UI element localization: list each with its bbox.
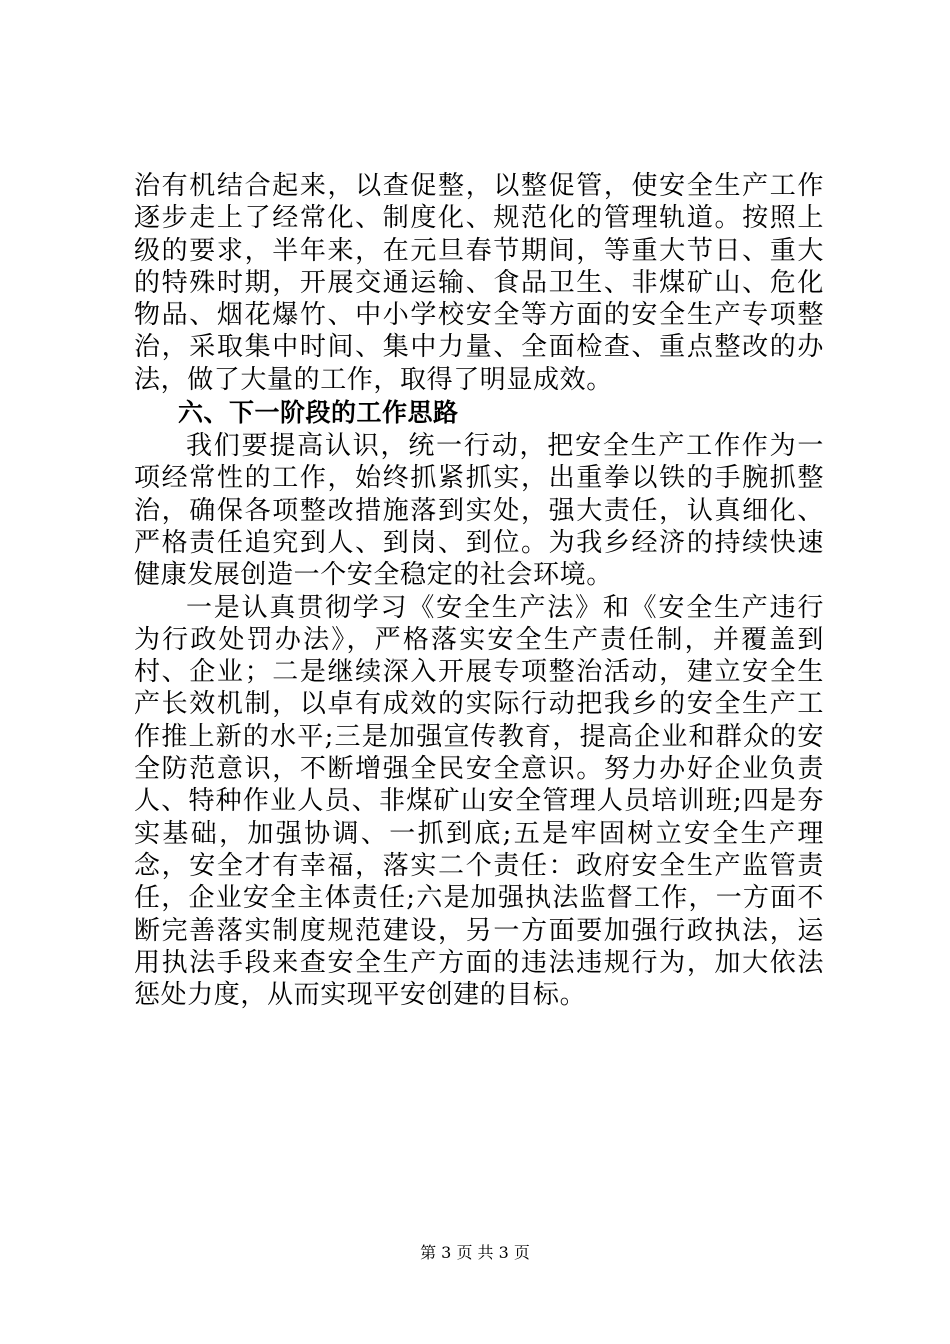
paragraph-continuation: 治有机结合起来，以查促整，以整促管，使安全生产工作逐步走上了经常化、制度化、规范化的管理轨道。按照上级的要求，半年来，在元旦春节期间，等重大节日、重大的特殊时期，开展交通运输、食品卫生、非煤矿山、危化物品、烟花爆竹、中小学校安全等方面的安全生产专项整治，采取集中时间、集中力量、全面检查、重点整改的办法，做了大量的工作，取得了明显成效。	[134, 171, 824, 395]
section-heading: 六、下一阶段的工作思路	[178, 398, 459, 428]
paragraph-measures: 一是认真贯彻学习《安全生产法》和《安全生产违行为行政处罚办法》，严格落实安全生产责任制，并覆盖到村、企业；二是继续深入开展专项整治活动，建立安全生产长效机制，以卓有成效的实际行动把我乡的安全生产工作推上新的水平;三是加强宣传教育，提高企业和群众的安全防范意识，不断增强全民安全意识。努力办好企业负责人、特种作业人员、非煤矿山安全管理人员培训班;四是夯实基础，加强协调、一抓到底;五是牢固树立安全生产理念，安全才有幸福，落实二个责任：政府安全生产监管责任，企业安全主体责任;六是加强执法监督工作，一方面不断完善落实制度规范建设，另一方面要加强行政执法，运用执法手段来查安全生产方面的违法违规行为，加大依法惩处力度，从而实现平安创建的目标。	[134, 592, 824, 1011]
paragraph-work-ideas: 我们要提高认识，统一行动，把安全生产工作作为一项经常性的工作，始终抓紧抓实，出重拳以铁的手腕抓整治，确保各项整改措施落到实处，强大责任，认真细化、严格责任追究到人、到岗、到位。为我乡经济的持续快速健康发展创造一个安全稳定的社会环境。	[134, 431, 824, 591]
document-body	[134, 170, 824, 1011]
page-footer: 第 3 页 共 3 页	[420, 1243, 530, 1262]
